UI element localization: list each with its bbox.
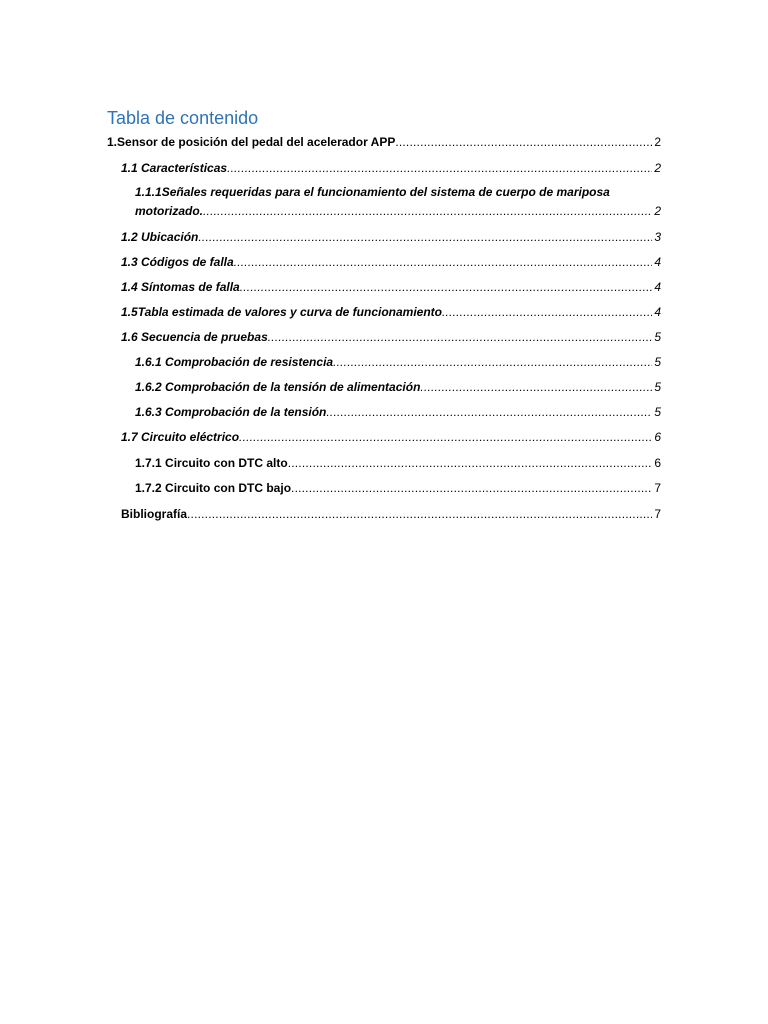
toc-entry-bibliografia[interactable] — [121, 505, 661, 524]
toc-entry-page: 5 — [654, 355, 661, 369]
toc-entry-page: 6 — [654, 456, 661, 470]
dot-leader — [288, 454, 653, 473]
toc-entry-text: 1.3 Códigos de falla — [121, 255, 234, 269]
dot-leader — [234, 253, 653, 272]
toc-entry-page: 3 — [654, 230, 661, 244]
toc-entry-1-6-2[interactable] — [135, 378, 661, 397]
dot-leader — [291, 479, 652, 498]
toc-entry-page: 6 — [654, 430, 661, 444]
toc-entry-1-1-1[interactable] — [135, 183, 661, 221]
toc-entry-page: 5 — [654, 330, 661, 344]
toc-entry-text-line1: 1.1.1Señales requeridas para el funcionamiento del sistema de cuerpo de mariposa — [135, 185, 610, 199]
toc-entry-page: 2 — [654, 161, 661, 175]
toc-entry-line2 — [135, 202, 661, 221]
toc-entry-text-line2: motorizado. — [135, 204, 203, 218]
toc-entry-1-6-3[interactable] — [135, 403, 661, 422]
toc-entry-text: 1.6.3 Comprobación de la tensión — [135, 405, 327, 419]
toc-entry-text: 1.7.1 Circuito con DTC alto — [135, 456, 288, 470]
toc-entry-text: Sensor de posición del pedal del acelerador APP — [117, 135, 396, 149]
toc-entry-1-3[interactable] — [121, 253, 661, 272]
toc-entry-text: 1.1 Características — [121, 161, 228, 175]
toc-entry-1-7-1[interactable] — [135, 454, 661, 473]
toc-entry-1-7-2[interactable] — [135, 479, 661, 498]
toc-entry-text: 1.6.1 Comprobación de resistencia — [135, 355, 334, 369]
toc-entry-page: 7 — [654, 507, 661, 521]
dot-leader — [420, 378, 652, 397]
toc-entry-text: 1.7 Circuito eléctrico — [121, 430, 240, 444]
toc-entry-page: 4 — [654, 255, 661, 269]
toc-entry-1-5[interactable] — [121, 303, 661, 322]
toc-entry-page: 4 — [654, 305, 661, 319]
toc-entry-number: 1.5 — [121, 305, 138, 319]
toc-title: Tabla de contenido — [107, 108, 259, 128]
toc-entry-text: Tabla estimada de valores y curva de funcionamiento — [137, 305, 443, 319]
dot-leader — [268, 328, 653, 347]
toc-entry-text: 1.2 Ubicación — [121, 230, 199, 244]
dot-leader — [187, 505, 652, 524]
dot-leader — [203, 202, 652, 221]
dot-leader — [326, 403, 652, 422]
toc-entry-page: 5 — [654, 380, 661, 394]
toc-entry-page: 7 — [654, 481, 661, 495]
toc-entry-1-6[interactable] — [121, 328, 661, 347]
toc-entry-text: 1.6.2 Comprobación de la tensión de alimentación — [135, 380, 421, 394]
toc-entry-1-2[interactable] — [121, 228, 661, 247]
dot-leader — [333, 353, 652, 372]
toc-entry-1-6-1[interactable] — [135, 353, 661, 372]
toc-entry-1[interactable] — [107, 133, 661, 152]
toc-entry-text: 1.4 Síntomas de falla — [121, 280, 240, 294]
toc-entry-page: 2 — [654, 135, 661, 149]
dot-leader — [239, 428, 652, 447]
toc-entry-1-1[interactable] — [121, 159, 661, 178]
toc-entry-text: 1.7.2 Circuito con DTC bajo — [135, 481, 292, 495]
toc-entry-page: 2 — [654, 204, 661, 218]
toc-entry-1-7[interactable] — [121, 428, 661, 447]
dot-leader — [227, 159, 652, 178]
dot-leader — [395, 133, 652, 152]
toc-entry-1-4[interactable] — [121, 278, 661, 297]
dot-leader — [442, 303, 652, 322]
toc-entry-text: 1.6 Secuencia de pruebas — [121, 330, 268, 344]
toc-entry-text: Bibliografía — [121, 507, 188, 521]
dot-leader — [240, 278, 653, 297]
toc-entry-page: 5 — [654, 405, 661, 419]
toc-entry-number: 1. — [107, 135, 118, 149]
dot-leader — [198, 228, 652, 247]
toc-entry-page: 4 — [654, 280, 661, 294]
